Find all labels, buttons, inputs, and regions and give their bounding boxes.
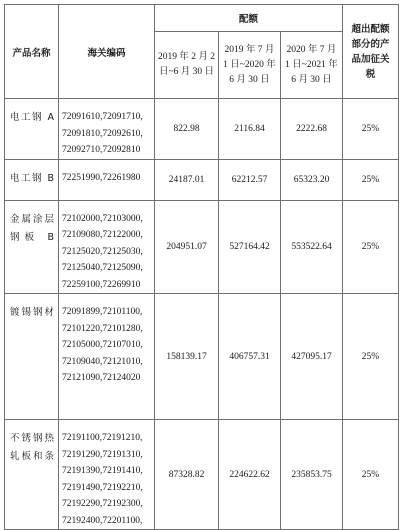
table-row bbox=[5, 420, 399, 530]
hs-codes bbox=[59, 420, 155, 530]
quota-period-3: 235853.75 bbox=[281, 420, 343, 530]
table-row bbox=[5, 200, 399, 294]
header-period-1: 2019 年 2 月 2 日~6 月 30 日 bbox=[155, 32, 219, 99]
hs-code-line: 72102000,72103000, bbox=[62, 213, 143, 224]
header-product-name: 产品名称 bbox=[5, 5, 59, 99]
over-quota-tariff: 25% bbox=[343, 159, 399, 200]
quota-period-1: 24187.01 bbox=[155, 159, 219, 200]
hs-code-line: 72191290,72191310, bbox=[62, 449, 143, 460]
hs-code-line: 72092710,72092810 bbox=[62, 145, 141, 155]
quota-period-2: 406757.31 bbox=[219, 294, 281, 420]
hs-code-line: 72251990,72261980 bbox=[62, 172, 141, 183]
header-period-2: 2019 年 7 月 1 日~2020 年 6 月 30 日 bbox=[219, 32, 281, 99]
product-name: 电工钢 A bbox=[5, 99, 59, 160]
quota-period-3: 2222.68 bbox=[281, 99, 343, 160]
hs-code-line: 72125020,72125030, bbox=[62, 246, 143, 257]
product-name: 金属涂层钢板 B bbox=[5, 200, 59, 294]
quota-period-2: 62212.57 bbox=[219, 159, 281, 200]
hs-code-line: 72191100,72191210, bbox=[62, 433, 143, 443]
quota-table bbox=[4, 4, 399, 530]
quota-period-1: 204951.07 bbox=[155, 200, 219, 294]
hs-code-line: 72259100,72269910 bbox=[62, 279, 141, 290]
quota-period-3: 65323.20 bbox=[281, 159, 343, 200]
hs-code-line: 72125040,72125090, bbox=[62, 263, 143, 273]
table-row bbox=[5, 294, 399, 420]
hs-code-line: 72191490,72192210, bbox=[62, 482, 143, 493]
hs-codes bbox=[59, 99, 155, 160]
quota-period-3: 427095.17 bbox=[281, 294, 343, 420]
quota-period-1: 87328.82 bbox=[155, 420, 219, 530]
hs-code-line: 72109040,72121010, bbox=[62, 356, 143, 367]
quota-period-1: 158139.17 bbox=[155, 294, 219, 420]
table-row bbox=[5, 99, 399, 160]
hs-code-line: 72091610,72091710, bbox=[62, 112, 143, 122]
quota-period-2: 224622.62 bbox=[219, 420, 281, 530]
over-quota-tariff: 25% bbox=[343, 420, 399, 530]
hs-codes bbox=[59, 159, 155, 200]
product-name: 镀锡钢材 bbox=[5, 294, 59, 420]
header-hs-code: 海关编码 bbox=[59, 5, 155, 99]
over-quota-tariff: 25% bbox=[343, 294, 399, 420]
quota-period-2: 527164.42 bbox=[219, 200, 281, 294]
header-over-quota-tariff: 超出配额部分的产品加征关税 bbox=[343, 5, 399, 99]
hs-code-line: 72101220,72101280, bbox=[62, 323, 143, 334]
hs-code-line: 72192400,72201100, bbox=[62, 515, 143, 526]
hs-codes bbox=[59, 200, 155, 294]
hs-code-line: 72091899,72101100, bbox=[62, 307, 143, 317]
over-quota-tariff: 25% bbox=[343, 99, 399, 160]
product-name: 不锈钢热轧板和条 bbox=[5, 420, 59, 530]
product-name: 电工钢 B bbox=[5, 159, 59, 200]
table-row bbox=[5, 159, 399, 200]
quota-period-2: 2116.84 bbox=[219, 99, 281, 160]
header-quota: 配额 bbox=[155, 5, 343, 32]
quota-period-3: 553522.64 bbox=[281, 200, 343, 294]
header-period-3: 2020 年 7 月 1 日~2021 年 6 月 30 日 bbox=[281, 32, 343, 99]
hs-code-line: 72191390,72191410, bbox=[62, 466, 143, 476]
hs-code-line: 72121090,72124020 bbox=[62, 373, 141, 383]
hs-code-line: 72192290,72192300, bbox=[62, 499, 143, 509]
hs-code-line: 72091810,72092610, bbox=[62, 128, 143, 139]
hs-code-line: 72105000,72107010, bbox=[62, 340, 143, 350]
hs-code-line: 72109080,72122000, bbox=[62, 230, 143, 240]
quota-period-1: 822.98 bbox=[155, 99, 219, 160]
over-quota-tariff: 25% bbox=[343, 200, 399, 294]
hs-codes bbox=[59, 294, 155, 420]
